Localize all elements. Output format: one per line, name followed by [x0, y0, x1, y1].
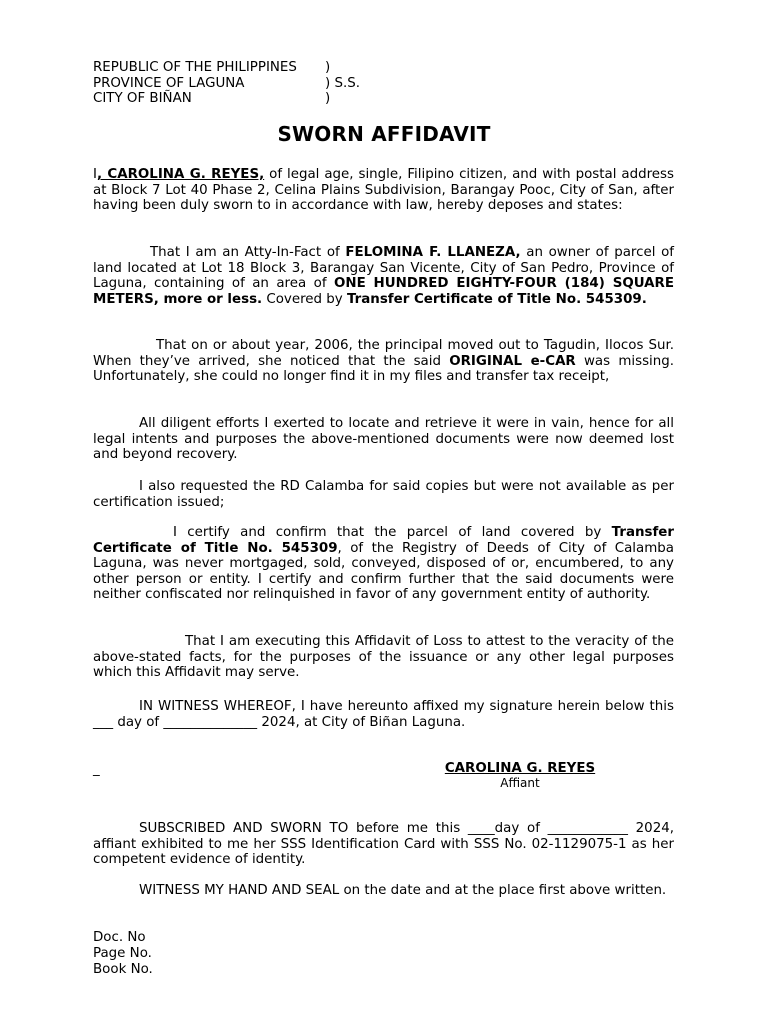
venue-republic-text: REPUBLIC OF THE PHILIPPINES: [93, 60, 297, 75]
p2-text-c: was missing. Unfortunately, she could no longer find it in my files and transfer tax receipt,: [93, 353, 675, 385]
p2-text-a: That on or about year, 2006, the principal moved out to Tagudin, Ilocos Sur. When they’ve arrived, she noticed that the said: [93, 338, 674, 369]
paragraph-witness-whereof: IN WITNESS WHEREOF, I have hereunto affixed my signature herein below this ___ day of ______________ 2024, at City of Biñan Laguna.: [93, 699, 674, 730]
venue-province-mark: ) S.S.: [325, 75, 360, 91]
paragraph-purpose: That I am executing this Affidavit of Loss to attest to the veracity of the above-stated facts, for the purposes of the issuance or any other legal purposes which this Affidavit may serve.: [93, 634, 674, 681]
venue-province-text: PROVINCE OF LAGUNA: [93, 75, 245, 91]
paragraph-missing-ecar: [93, 338, 674, 385]
witness-hand-paragraph: WITNESS MY HAND AND SEAL on the date and at the place first above written.: [139, 883, 667, 898]
paragraph-rd-request: I also requested the RD Calamba for said copies but were not available as per certification issued;: [93, 479, 674, 510]
paragraph-attorney-in-fact: [93, 245, 674, 307]
p5-text-c: , of the Registry of Deeds of City of Calamba Laguna, was never mortgaged, sold, conveyed, disposed of or, encumbered, to any other person or entity. I certify and confirm further that the said documents were neither confiscated nor relinquished in favor of any government entity of authority.: [93, 540, 674, 603]
paragraph-certification: [93, 525, 674, 603]
p1-text-c: an owner of parcel of land located at Lot 18 Block 3, Barangay San Vicente, City of San Pedro, Province of Laguna, containing of an area of: [93, 245, 675, 292]
jurat-paragraph: SUBSCRIBED AND SWORN TO before me this ____day of ____________ 2024, affiant exhibited to me her SSS Identification Card with SSS No. 02-1129075-1 as her competent evidence of identity.: [93, 821, 674, 868]
book-number-label: Book No.: [93, 962, 153, 977]
certificate-of-title: Transfer Certificate of Title No. 545309: [93, 525, 674, 556]
affiant-name: , CAROLINA G. REYES,: [96, 167, 265, 182]
intro-paragraph: [93, 167, 674, 214]
paragraph-diligent-efforts: All diligent efforts I exerted to locate and retrieve it were in vain, hence for all legal intents and purposes the above-mentioned documents were now deemed lost and beyond recovery.: [93, 416, 674, 463]
signatory-name: CAROLINA G. REYES: [444, 761, 596, 776]
title-number: Transfer Certificate of Title No. 545309.: [346, 291, 647, 307]
p5-text-a: I certify and confirm that the parcel of land covered by: [173, 525, 612, 540]
venue-line-city: [93, 91, 393, 107]
doc-number-label: Doc. No: [93, 930, 146, 945]
intro-text: of legal age, single, Filipino citizen, and with postal address at Block 7 Lot 40 Phase 2, Celina Plains Subdivision, Barangay Pooc, City of San, after having been duly sworn to in accordance with law, hereby deposes and states:: [93, 167, 674, 214]
venue-line-republic: [93, 60, 393, 76]
principal-name: FELOMINA F. LLANEZA,: [345, 245, 521, 260]
document-title: SWORN AFFIDAVIT: [277, 122, 491, 146]
signature-dash: _: [93, 762, 100, 777]
land-area: ONE HUNDRED EIGHTY-FOUR (184) SQUARE METERS, more or less.: [93, 276, 675, 307]
venue-city-text: CITY OF BIÑAN: [93, 91, 192, 107]
venue-city-mark: ): [325, 91, 331, 107]
venue-block: [93, 60, 393, 107]
venue-republic-mark: ): [325, 60, 331, 75]
original-ecar: ORIGINAL e-CAR: [449, 353, 576, 369]
signatory-role: Affiant: [500, 776, 540, 790]
venue-line-province: [93, 76, 393, 92]
p1-text-a: That I am an Atty-In-Fact of: [150, 245, 346, 260]
page-number-label: Page No.: [93, 946, 152, 961]
p1-text-e: Covered by: [262, 291, 347, 307]
intro-pronoun: I: [93, 167, 97, 182]
